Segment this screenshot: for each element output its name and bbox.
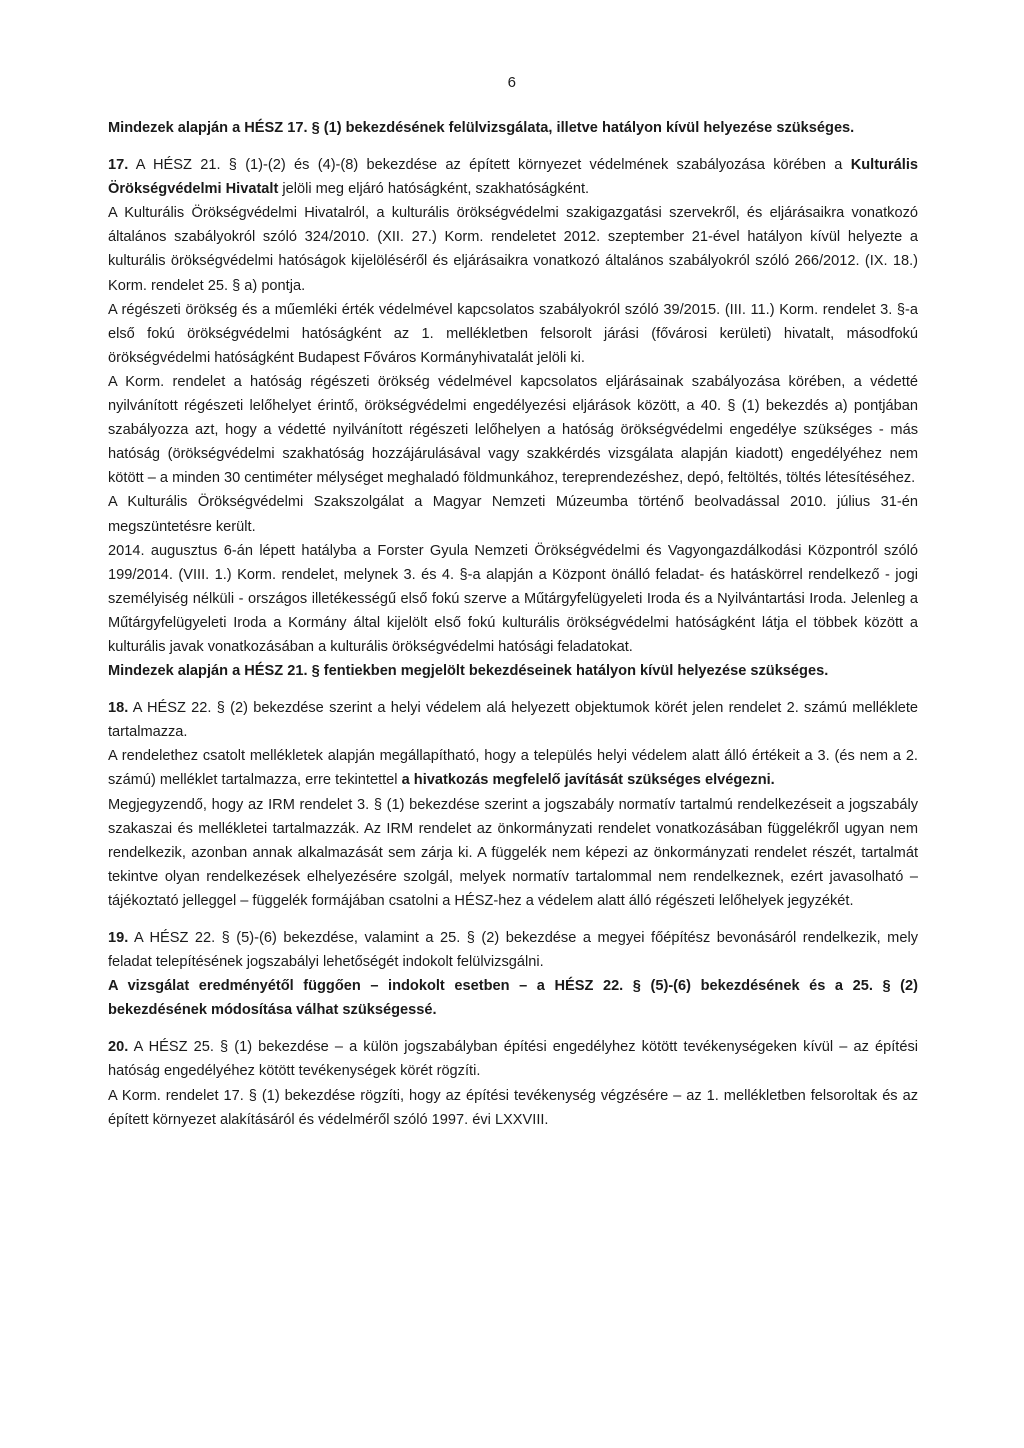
text-run: A Korm. rendelet a hatóság régészeti örökség védelmével kapcsolatos eljárásainak szabályozása körében, a védetté nyilvánított régészeti lelőhelyet érintő, örökségvédelmi engedélyezési eljárások között, a 40. § (1) bekezdés a) pontjában szabályozza azt, hogy a védetté nyilvánított régészeti lelőhelyen a hatóság örökségvédelmi engedélye szükséges - más hatóság (örökségvédelmi szakhatóság hozzájárulásával vagy szakkérdés vizsgálata alapján kiadott) engedélyéhez nem kötött – a minden 30 centiméter mélységet meghaladó földmunkához, tereprendezéshez, depó, feltöltés, töltés létesítéséhez. — [108, 373, 918, 487]
paragraph — [108, 926, 918, 974]
text-run: 2014. augusztus 6-án lépett hatályba a Forster Gyula Nemzeti Örökségvédelmi és Vagyongazdálkodási Központról szóló 199/2014. (VIII. 1.) Korm. rendelet, melynek 3. és 4. §-a alapján a Központ önálló feladat- és hatáskörrel rendelkező - jogi személyiség nélküli - országos illetékességű első fokú szerve a Műtárgyfelügyeleti Iroda és a Nyilvántartási Iroda. Jelenleg a Műtárgyfelügyeleti Iroda a Kormány által kijelölt első fokú kulturális örökségvédelmi hatóságként látja el többek között a kulturális javak vonatkozásában a kulturális örökségvédelmi hatósági feladatokat. — [108, 542, 918, 655]
bold-text-run: 19. — [108, 930, 129, 946]
paragraph — [108, 744, 918, 792]
paragraph — [108, 539, 918, 659]
paragraph — [108, 696, 918, 744]
paragraph — [108, 1084, 918, 1132]
paragraph — [108, 1035, 918, 1083]
text-run: jelöli meg eljáró hatóságként, szakhatóságként. — [278, 181, 590, 198]
document-body — [108, 116, 918, 1132]
text-run: Megjegyzendő, hogy az IRM rendelet 3. § (1) bekezdése szerint a jogszabály normatív tartalmú rendelkezéseit a jogszabály szakaszai és mellékletei tartalmazzák. Az IRM rendelet az önkormányzati rendelet vonatkozásában függelékről ugyan nem rendelkezik, azonban annak alkalmazását sem zárja ki. A függelék nem képezi az önkormányzati rendelet részét, tartalmát tekintve olyan rendelkezések elhelyezésére szolgál, melyek normatív tartalommal nem rendelkeznek, ezért javasolható – tájékoztató jelleggel – függelék formájában csatolni a HÉSZ-hez a védelem alatt álló régészeti lelőhelyek jegyzékét. — [108, 796, 918, 909]
bold-text-run: 20. — [108, 1039, 129, 1056]
paragraph — [108, 153, 918, 201]
paragraph — [108, 370, 918, 490]
text-run: A HÉSZ 25. § (1) bekezdése – a külön jogszabályban építési engedélyhez kötött tevékenységeken kívül – az építési hatóság engedélyéhez kötött tevékenységek körét rögzíti. — [108, 1039, 918, 1080]
text-run: A rendelethez csatolt mellékletek alapján megállapítható, hogy a település helyi védelem alatt álló értékeit a 3. (és nem a 2. számú) melléklet tartalmazza, erre tekintettel — [108, 748, 918, 789]
bold-text-run: 17. — [108, 157, 129, 174]
paragraph — [108, 201, 918, 297]
paragraph — [108, 659, 918, 683]
text-run: A HÉSZ 21. § (1)-(2) és (4)-(8) bekezdése az épített környezet védelmének szabályozása körében a — [128, 157, 851, 174]
text-run: A Korm. rendelet 17. § (1) bekezdése rögzíti, hogy az építési tevékenység végzésére – az 1. mellékletben felsoroltak és az épített környezet alakításáról és védelméről szóló 1997. évi LXXVIII. — [108, 1087, 918, 1128]
text-run: A Kulturális Örökségvédelmi Szakszolgálat a Magyar Nemzeti Múzeumba történő beolvadással 2010. július 31-én megszüntetésre került. — [108, 494, 918, 535]
paragraph — [108, 490, 918, 538]
page-number: 6 — [507, 74, 517, 91]
bold-text-run: a hivatkozás megfelelő javítását szükséges elvégezni. — [401, 772, 775, 789]
bold-text-run: Mindezek alapján a HÉSZ 17. § (1) bekezdésének felülvizsgálata, illetve hatályon kívül helyezése szükséges. — [108, 120, 855, 136]
bold-text-run: 18. — [108, 700, 129, 717]
paragraph — [108, 974, 918, 1022]
text-run: A régészeti örökség és a műemléki érték védelmével kapcsolatos szabályokról szóló 39/2015. (III. 11.) Korm. rendelet 3. §-a első fokú örökségvédelmi hatóságként az 1. mellékletben felsorolt járási (fővárosi kerületi) hivatalt, másodfokú örökségvédelmi hatóságként Budapest Főváros Kormányhivatalát jelöli ki. — [108, 301, 918, 366]
bold-text-run: Mindezek alapján a HÉSZ 21. § fentiekben megjelölt bekezdéseinek hatályon kívül helyezése szükséges. — [108, 663, 829, 680]
paragraph — [108, 793, 918, 913]
text-run: A HÉSZ 22. § (2) bekezdése szerint a helyi védelem alá helyezett objektumok körét jelen rendelet 2. számú melléklete tartalmazza. — [108, 700, 918, 741]
bold-text-run: A vizsgálat eredményétől függően – indokolt esetben – a HÉSZ 22. § (5)-(6) bekezdésének és a 25. § (2) bekezdésének módosítása válhat szükségessé. — [108, 978, 918, 1019]
paragraph — [108, 116, 918, 140]
bold-text-run: Kulturális Örökségvédelmi Hivatalt — [108, 157, 918, 198]
paragraph — [108, 298, 918, 370]
text-run: A Kulturális Örökségvédelmi Hivatalról, a kulturális örökségvédelmi szakigazgatási szervekről, és eljárásaikra vonatkozó általános szabályokról szóló 324/2010. (XII. 27.) Korm. rendeletet 2012. szeptember 21-ével hatályon kívül helyezte a kulturális örökségvédelmi hatóságok kijelöléséről és eljárásaikra vonatkozó általános szabályokról szóló 266/2012. (IX. 18.) Korm. rendelet 25. § a) pontja. — [108, 205, 918, 294]
text-run: A HÉSZ 22. § (5)-(6) bekezdése, valamint a 25. § (2) bekezdése a megyei főépítész bevonásáról rendelkezik, mely feladat telepítésének jogszabályi lehetőségét indokolt felülvizsgálni. — [108, 930, 918, 971]
